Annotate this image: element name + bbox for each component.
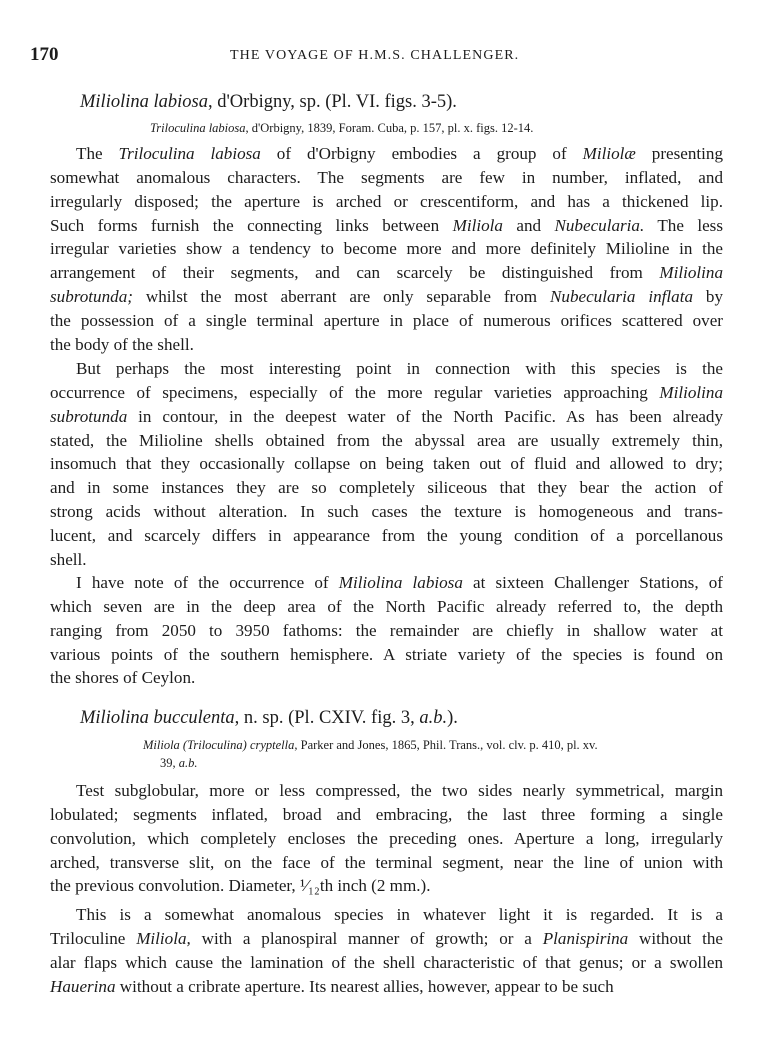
text-run: I have note of the occurrence of (76, 573, 339, 592)
text-run: and in some instances they are so completely siliceous that they bear the action of (50, 478, 723, 498)
text-run: irregularly disposed; the aperture is arched or crescentiform, and has a thickened lip. (50, 191, 723, 211)
paragraph (50, 357, 723, 572)
text-line (50, 524, 723, 548)
text-run: Triloculine (50, 928, 137, 948)
synonym-plate-figure: 39, (160, 756, 179, 770)
text-line (50, 571, 723, 595)
italic-run: Miliola, (136, 928, 191, 948)
text-run: occurrence of specimens, especially of the more regular varieties approaching (50, 382, 660, 402)
italic-run: Miliolæ (582, 144, 636, 163)
text-line (50, 595, 723, 619)
paragraph (50, 779, 723, 898)
text-run: Such forms furnish the connecting links between (50, 215, 453, 235)
text-line (50, 951, 723, 975)
figure-reference: a.b. (419, 708, 448, 728)
text-run: somewhat anomalous characters. The segments are few in number, inflated, and (50, 167, 723, 187)
text-run: insomuch that they occasionally collapse on being taken out of fluid and allowed to dry; (50, 454, 723, 474)
paragraph (50, 571, 723, 690)
text-run: various points of the southern hemisphere. A striate variety of the species is found on (50, 644, 723, 664)
text-line (50, 476, 723, 500)
text-run: the possession of a single terminal aperture in place of numerous orifices scattered over (50, 310, 723, 330)
species-authority: , d'Orbigny, sp. (Pl. VI. figs. 3-5). (207, 92, 457, 112)
italic-run: Nubecularia. (554, 215, 645, 235)
text-run: of d'Orbigny embodies a group of (260, 144, 583, 163)
italic-run: Miliolina (659, 263, 723, 283)
text-run: by (693, 287, 723, 307)
synonymy-line (150, 121, 533, 136)
text-line (50, 851, 723, 875)
text-run: in contour, in the deepest water of the North Pacific. As has been already (127, 406, 723, 426)
text-line (50, 643, 723, 667)
synonym-reference: , d'Orbigny, 1839, Foram. Cuba, p. 157, pl. x. figs. 12-14. (245, 121, 534, 135)
text-line (50, 381, 723, 405)
text-run: the body of the shell. (50, 334, 194, 354)
synonymy-line (143, 738, 598, 753)
text-line (50, 166, 723, 190)
text-line (50, 874, 723, 898)
species-heading-miliolina-bucculenta (80, 708, 458, 729)
italic-run: Miliolina labiosa (338, 573, 463, 592)
text-run: stated, the Milioline shells obtained from the abyssal area are usually extremely thin, (50, 430, 723, 450)
text-run: the previous convolution. Diameter, ¹⁄₁₂th inch (2 mm.). (50, 876, 431, 896)
italic-run: Hauerina (50, 976, 116, 996)
species-authority: , n. sp. (Pl. CXIV. fig. 3, (234, 708, 420, 728)
text-run: arched, transverse slit, on the face of the terminal segment, near the line of union with (50, 852, 723, 872)
species-name: Miliolina bucculenta (80, 708, 235, 728)
text-run: the shores of Ceylon. (50, 668, 196, 688)
page-number: 170 (30, 44, 59, 65)
text-line (50, 619, 723, 643)
text-line (50, 803, 723, 827)
text-run: arrangement of their segments, and can scarcely be distinguished from (50, 263, 660, 283)
synonymy-line-continued (160, 756, 198, 771)
text-line (50, 357, 723, 381)
italic-run: Planispirina (542, 928, 629, 948)
text-run: presenting (635, 144, 723, 163)
synonym-figure-letters: a.b. (178, 756, 198, 770)
text-line (50, 827, 723, 851)
text-line (50, 190, 723, 214)
text-run: alar flaps which cause the lamination of the shell characteristic of that genus; or a swollen (50, 952, 723, 972)
text-line (50, 666, 723, 690)
text-run: at sixteen Challenger Stations, of (462, 573, 723, 592)
text-run: irregular varieties show a tendency to become more and more definitely Milioline in the (50, 239, 723, 259)
page-header (30, 44, 750, 68)
text-line (50, 237, 723, 261)
text-line (50, 333, 723, 357)
text-line (50, 261, 723, 285)
text-line (50, 500, 723, 524)
text-line (50, 142, 723, 166)
text-run: convolution, which completely encloses the preceding ones. Aperture a long, irregularly (50, 828, 723, 848)
text-line (50, 779, 723, 803)
species-name: Miliolina labiosa (80, 92, 208, 112)
text-line (50, 405, 723, 429)
text-run: lobulated; segments inflated, broad and embracing, the last three forming a single (50, 804, 723, 824)
paragraph (50, 903, 723, 998)
text-run: But perhaps the most interesting point in connection with this species is the (76, 359, 723, 378)
text-run: whilst the most aberrant are only separable from (132, 287, 550, 307)
paragraph (50, 142, 723, 357)
text-run: strong acids without alteration. In such cases the texture is homogeneous and trans- (50, 502, 723, 522)
text-run: and (502, 215, 555, 235)
text-line (50, 975, 723, 999)
text-run: The (76, 144, 119, 163)
italic-run: subrotunda (50, 406, 128, 426)
synonym-reference: , Parker and Jones, 1865, Phil. Trans., vol. clv. p. 410, pl. xv. (294, 738, 598, 752)
italic-run: Nubecularia inflata (550, 287, 693, 307)
running-head: THE VOYAGE OF H.M.S. CHALLENGER. (230, 48, 520, 63)
synonym-name: Triloculina labiosa (150, 121, 246, 135)
text-run: The less (644, 215, 723, 235)
italic-run: Miliola (452, 215, 503, 235)
text-run: This is a somewhat anomalous species in whatever light it is regarded. It is a (76, 905, 723, 924)
synonym-name: Miliola (Triloculina) cryptella (143, 738, 295, 752)
text-run: shell. (50, 549, 87, 569)
text-run: without the (628, 928, 724, 948)
text-line (50, 285, 723, 309)
italic-run: subrotunda; (50, 287, 133, 307)
species-authority-end: ). (447, 708, 458, 728)
text-line (50, 214, 723, 238)
text-line (50, 927, 723, 951)
text-line (50, 452, 723, 476)
italic-run: Triloculina labiosa (118, 144, 261, 163)
text-line (50, 309, 723, 333)
text-run: with a planospiral manner of growth; or a (190, 928, 543, 948)
italic-run: Miliolina (659, 382, 723, 402)
text-run: without a cribrate aperture. Its nearest allies, however, appear to be such (115, 976, 614, 996)
species-heading-miliolina-labiosa (80, 92, 457, 113)
text-line (50, 429, 723, 453)
text-run: ranging from 2050 to 3950 fathoms: the remainder are chiefly in shallow water at (50, 620, 723, 640)
text-run: Test subglobular, more or less compressed, the two sides nearly symmetrical, margin (76, 781, 723, 800)
text-run: lucent, and scarcely differs in appearance from the young condition of a porcellanous (50, 525, 723, 545)
text-line (50, 903, 723, 927)
text-line (50, 548, 723, 572)
text-run: which seven are in the deep area of the North Pacific already referred to, the depth (50, 596, 723, 616)
